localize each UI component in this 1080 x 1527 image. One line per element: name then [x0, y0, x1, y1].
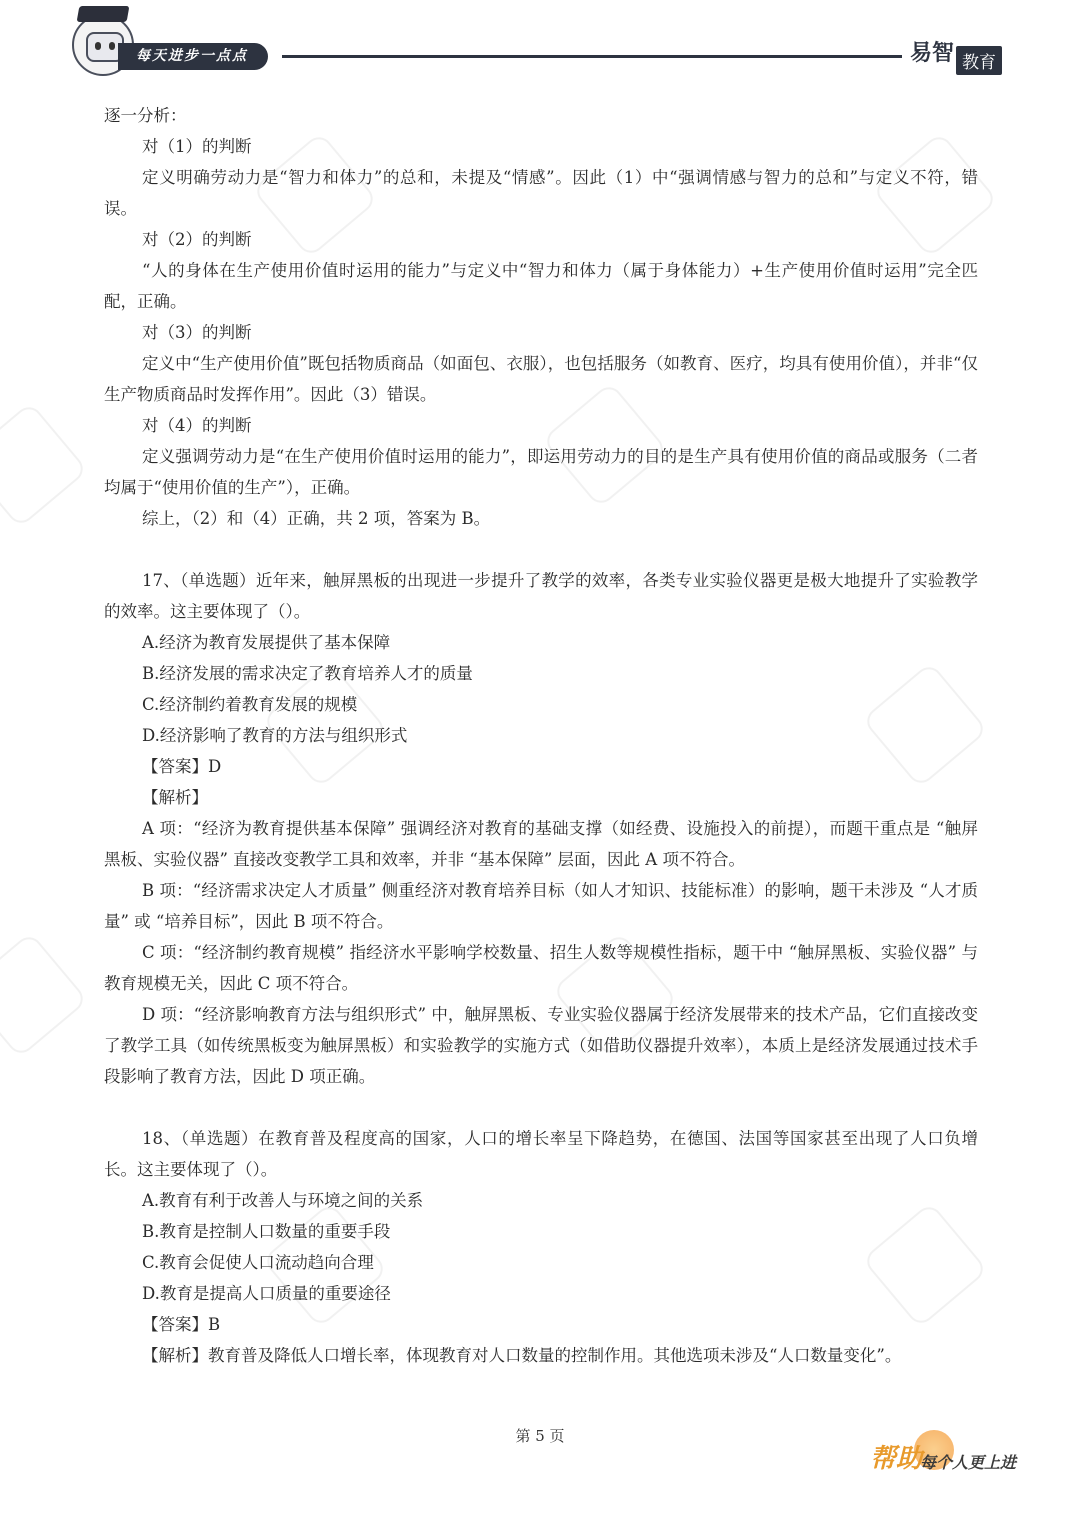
text-paragraph: 对（4）的判断 [142, 416, 252, 435]
text-paragraph: 【解析】教育普及降低人口增长率，体现教育对人口数量的控制作用。其他选项未涉及“人口数量变化”。 [142, 1346, 902, 1365]
text-paragraph: 【解析】 [142, 788, 208, 807]
text-paragraph: C.经济制约着教育发展的规模 [142, 695, 358, 714]
text-paragraph: C.教育会促使人口流动趋向合理 [142, 1253, 374, 1272]
text-paragraph: D 项：“经济影响教育方法与组织形式” 中，触屏黑板、专业实验仪器属于经济发展带来的技术产品，它们直接改变了教学工具（如传统黑板变为触屏黑板）和实验教学的实施方式（如借助仪器提升效率），本质上是经济发展通过技术手段影响了教育方法，因此 D 项正确。 [104, 1005, 978, 1086]
footer-logo [868, 1430, 1038, 1490]
text-paragraph: 逐一分析： [104, 106, 187, 125]
watermark-icon [0, 932, 88, 1059]
text-paragraph: 综上，（2）和（4）正确，共 2 项，答案为 B。 [142, 509, 491, 528]
watermark-icon [0, 402, 88, 529]
text-paragraph: A.经济为教育发展提供了基本保障 [142, 633, 391, 652]
text-paragraph: 定义强调劳动力是“在生产使用价值时运用的能力”，即运用劳动力的目的是生产具有使用价值的商品或服务（二者均属于“使用价值的生产”），正确。 [104, 447, 978, 497]
page-header [0, 0, 1080, 95]
text-paragraph: D.教育是提高人口质量的重要途径 [142, 1284, 391, 1303]
text-paragraph: A 项：“经济为教育提供基本保障” 强调经济对教育的基础支撑（如经费、设施投入的前提），而题干重点是 “触屏黑板、实验仪器” 直接改变教学工具和效率，并非 “基本保障” 层面，因此 A 项不符合。 [104, 819, 978, 869]
paragraph-gap [104, 1092, 978, 1123]
page-number: 第 5 页 [515, 1427, 565, 1445]
header-slogan: 每天进步一点点 [118, 43, 268, 70]
text-paragraph: 对（3）的判断 [142, 323, 252, 342]
footer-logo-text: 每个人更上进 [920, 1453, 1017, 1472]
text-paragraph: 对（1）的判断 [142, 137, 252, 156]
text-paragraph: B.经济发展的需求决定了教育培养人才的质量 [142, 664, 473, 683]
document-body [104, 100, 978, 1371]
text-paragraph: A.教育有利于改善人与环境之间的关系 [142, 1191, 424, 1210]
header-divider [282, 55, 902, 58]
text-paragraph: 【答案】B [142, 1315, 221, 1334]
text-paragraph: B.教育是控制人口数量的重要手段 [142, 1222, 391, 1241]
brand-logo [910, 36, 1010, 72]
footer-logo-big: 帮助 [870, 1444, 923, 1474]
text-paragraph: D.经济影响了教育的方法与组织形式 [142, 726, 408, 745]
paragraph-gap [104, 534, 978, 565]
text-paragraph: 对（2）的判断 [142, 230, 252, 249]
brand-main-text: 易智 [910, 41, 955, 66]
brand-box-text: 教育 [956, 46, 1002, 75]
text-paragraph: 18、（单选题）在教育普及程度高的国家，人口的增长率呈下降趋势，在德国、法国等国家甚至出现了人口负增长。这主要体现了（）。 [104, 1129, 978, 1179]
text-paragraph: 定义明确劳动力是“智力和体力”的总和，未提及“情感”。因此（1）中“强调情感与智力的总和”与定义不符，错误。 [104, 168, 978, 218]
text-paragraph: “人的身体在生产使用价值时运用的能力”与定义中“智力和体力（属于身体能力）+生产使用价值时运用”完全匹配，正确。 [104, 261, 978, 311]
text-paragraph: C 项：“经济制约教育规模” 指经济水平影响学校数量、招生人数等规模性指标，题干中 “触屏黑板、实验仪器” 与教育规模无关，因此 C 项不符合。 [104, 943, 978, 993]
text-paragraph: 17、（单选题）近年来，触屏黑板的出现进一步提升了教学的效率，各类专业实验仪器更是极大地提升了实验教学的效率。这主要体现了（）。 [104, 571, 978, 621]
text-paragraph: 【答案】D [142, 757, 222, 776]
text-paragraph: B 项：“经济需求决定人才质量” 侧重经济对教育培养目标（如人才知识、技能标准）的影响，题干未涉及 “人才质量” 或 “培养目标”，因此 B 项不符合。 [104, 881, 978, 931]
text-paragraph: 定义中“生产使用价值”既包括物质商品（如面包、衣服），也包括服务（如教育、医疗，均具有使用价值），并非“仅生产物质商品时发挥作用”。因此（3）错误。 [104, 354, 978, 404]
